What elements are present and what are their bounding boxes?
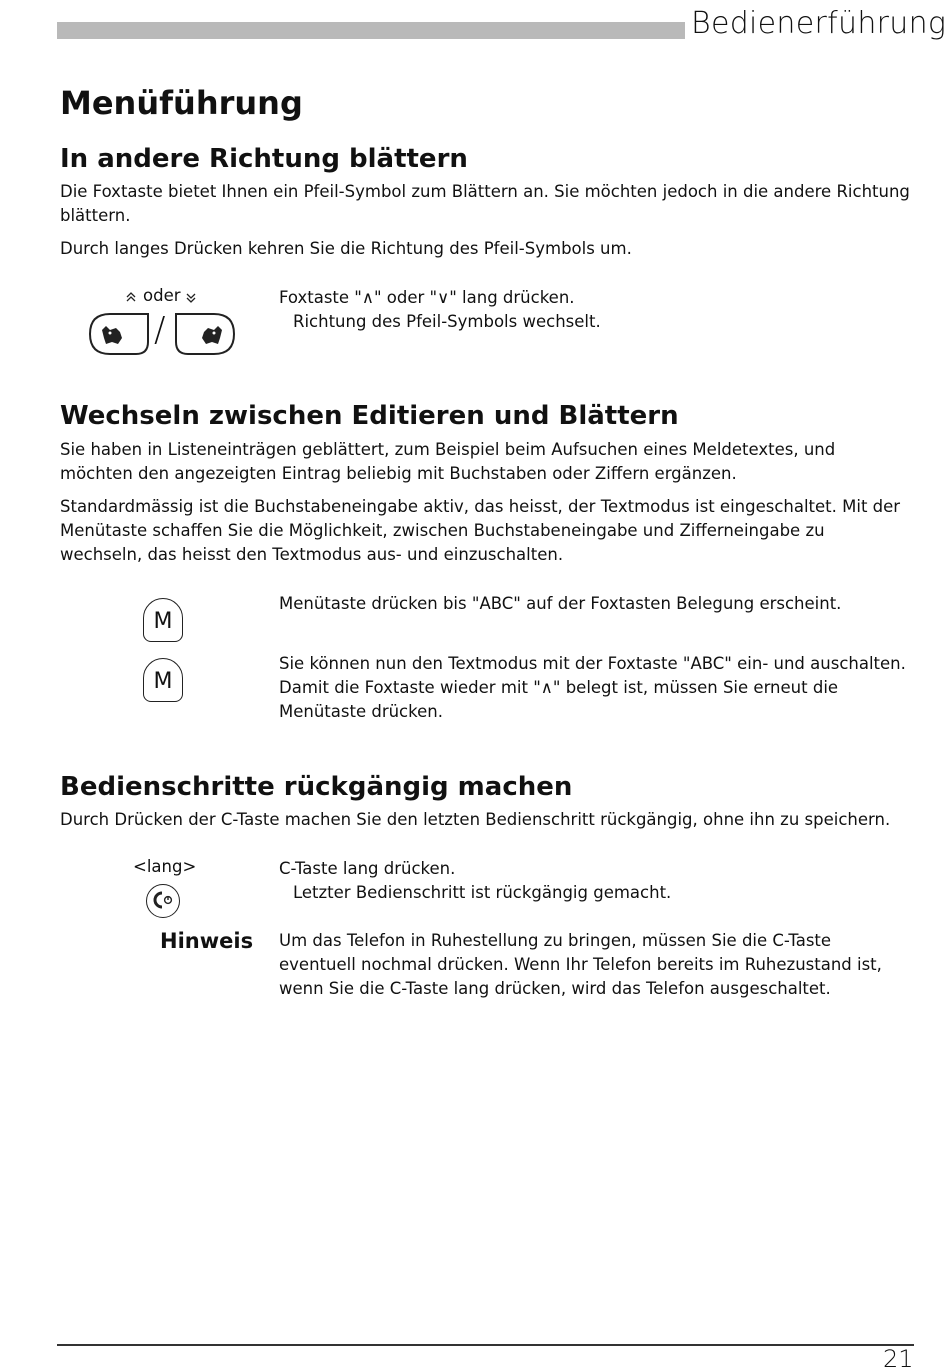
section1-paragraph-1: Die Foxtaste bietet Ihnen ein Pfeil-Symbol zum Blättern an. Sie möchten jedoch in die andere Richtung blättern. — [60, 182, 910, 225]
double-down-arrow-icon — [185, 290, 197, 309]
header-bar — [57, 22, 685, 39]
section2-step-1: Menütaste drücken bis "ABC" auf der Foxtasten Belegung erscheint. — [279, 594, 842, 613]
fox-key-right-icon — [172, 312, 236, 360]
note-label: Hinweis — [160, 929, 254, 953]
key-or-label: oder — [143, 286, 181, 305]
page-title: Menüführung — [60, 84, 303, 122]
section-heading-scroll-direction: In andere Richtung blättern — [60, 144, 468, 174]
section3-step — [279, 857, 909, 905]
menu-key-icon: M — [143, 658, 183, 702]
separator-slash: / — [154, 310, 166, 350]
section1-paragraph-2: Durch langes Drücken kehren Sie die Richtung des Pfeil-Symbols um. — [60, 239, 632, 258]
section1-step — [279, 286, 909, 334]
fox-key-left-icon — [88, 312, 152, 360]
footer-divider — [57, 1344, 914, 1346]
section2-step-2: Sie können nun den Textmodus mit der Foxtaste "ABC" ein- und auschalten. Damit die Foxtaste wieder mit "∧" belegt ist, müssen Sie erneut die Menütaste drücken. — [279, 654, 906, 721]
menu-key-icon: M — [143, 598, 183, 642]
page-number: 21 — [883, 1345, 914, 1372]
section3-paragraph-1: Durch Drücken der C-Taste machen Sie den letzten Bedienschritt rückgängig, ohne ihn zu speichern. — [60, 810, 891, 829]
section-heading-undo: Bedienschritte rückgängig machen — [60, 772, 573, 802]
section1-step-line-1: Foxtaste "∧" oder "∨" lang drücken. — [279, 288, 575, 307]
section2-paragraph-2: Standardmässig ist die Buchstabeneingabe aktiv, das heisst, der Textmodus ist eingeschaltet. Mit der Menütaste schaffen Sie die Möglichkeit, zwischen Buchstabeneingabe und Zifferneingabe zu wechseln, das heisst den Textmodus aus- und einzuschalten. — [60, 497, 901, 564]
header-title: Bedienerführung — [691, 6, 947, 41]
section1-step-line-2: Richtung des Pfeil-Symbols wechselt. — [293, 312, 601, 331]
double-up-arrow-icon — [125, 289, 137, 308]
section3-step-line-2: Letzter Bedienschritt ist rückgängig gemacht. — [293, 883, 672, 902]
section-heading-edit-scroll: Wechseln zwischen Editieren und Blättern — [60, 401, 679, 431]
section3-step-line-1: C-Taste lang drücken. — [279, 859, 456, 878]
c-key-icon — [146, 884, 180, 918]
section2-paragraph-1: Sie haben in Listeneinträgen geblättert, zum Beispiel beim Aufsuchen eines Meldetextes, und möchten den angezeigten Eintrag beliebig mit Buchstaben oder Ziffern ergänzen. — [60, 440, 836, 483]
note-text: Um das Telefon in Ruhestellung zu bringen, müssen Sie die C-Taste eventuell nochmal drücken. Wenn Ihr Telefon bereits im Ruhezustand ist, wenn Sie die C-Taste lang drücken, wird das Telefon ausgeschaltet. — [279, 931, 882, 998]
long-press-label: <lang> — [133, 857, 197, 876]
